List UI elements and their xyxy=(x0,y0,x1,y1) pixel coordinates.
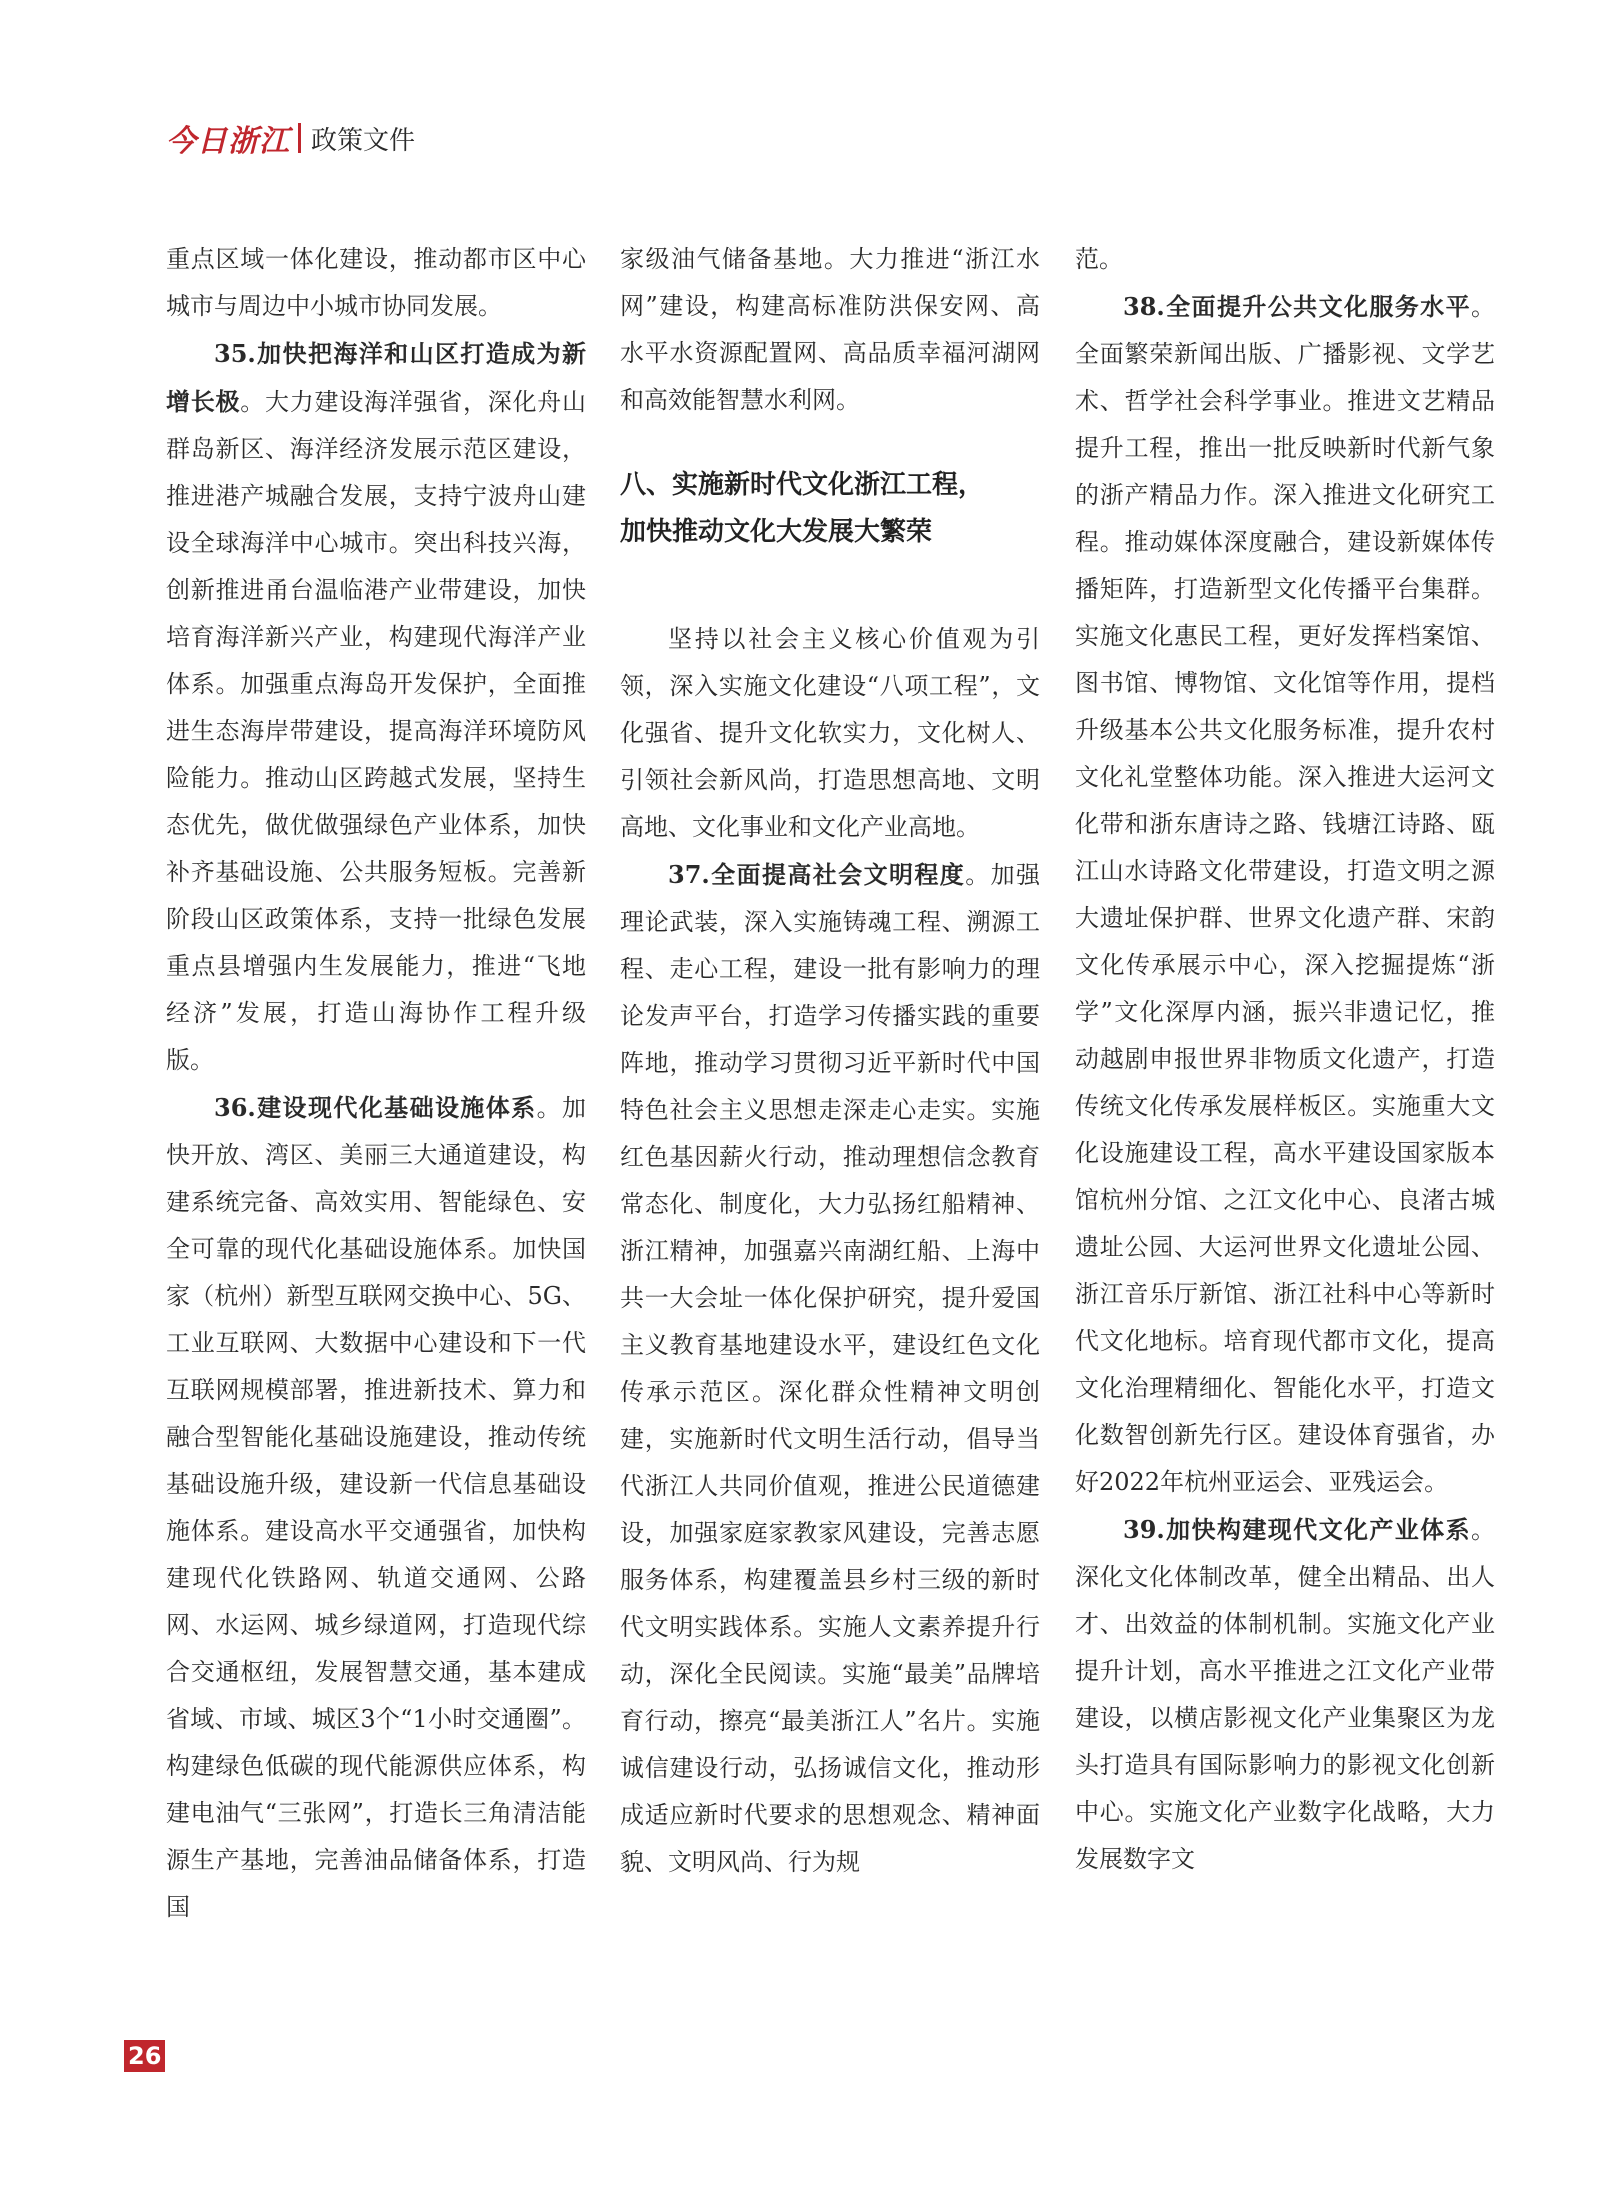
page-number: 26 xyxy=(124,2040,165,2072)
text-column-2 xyxy=(620,236,1040,1886)
item-body: 。加快开放、湾区、美丽三大通道建设，构建系统完备、高效实用、智能绿色、安全可靠的现代化基础设施体系。加快国家（杭州）新型互联网交换中心、5G、工业互联网、大数据中心建设和下一代互联网规模部署，推进新技术、算力和融合型智能化基础设施建设，推动传统基础设施升级，建设新一代信息基础设施体系。建设高水平交通强省，加快构建现代化铁路网、轨道交通网、公路网、水运网、城乡绿道网，打造现代综合交通枢纽，发展智慧交通，基本建成省域、市域、城区3个“1小时交通圈”。构建绿色低碳的现代能源供应体系，构建电油气“三张网”，打造长三角清洁能源生产基地，完善油品储备体系，打造国 xyxy=(166,1094,586,1921)
item-title: 35.加快把海洋和山区打造成为新增长极 xyxy=(166,339,586,416)
item-title: 37.全面提高社会文明程度 xyxy=(668,860,966,889)
paragraph xyxy=(166,1084,586,1931)
paragraph xyxy=(1075,283,1495,1506)
item-title: 38.全面提升公共文化服务水平 xyxy=(1123,292,1471,321)
magazine-logo: 今日浙江 xyxy=(166,124,290,159)
item-title: 39.加快构建现代文化产业体系 xyxy=(1123,1515,1471,1544)
section-heading xyxy=(620,462,1040,556)
section-heading-line: 八、实施新时代文化浙江工程， xyxy=(620,470,985,500)
paragraph: 坚持以社会主义核心价值观为引领，深入实施文化建设“八项工程”，文化强省、提升文化软实力，文化树人、引领社会新风尚，打造思想高地、文明高地、文化事业和文化产业高地。 xyxy=(620,625,1040,841)
page-header xyxy=(166,118,415,158)
paragraph: 重点区域一体化建设，推动都市区中心城市与周边中小城市协同发展。 xyxy=(166,245,586,320)
paragraph: 范。 xyxy=(1075,245,1123,273)
paragraph xyxy=(166,330,586,1084)
paragraph: 家级油气储备基地。大力推进“浙江水网”建设，构建高标准防洪保安网、高水平水资源配置网、高品质幸福河湖网和高效能智慧水利网。 xyxy=(620,245,1040,414)
paragraph xyxy=(620,851,1040,1886)
paragraph xyxy=(1075,1506,1495,1883)
item-body: 。加强理论武装，深入实施铸魂工程、溯源工程、走心工程，建设一批有影响力的理论发声平台，打造学习传播实践的重要阵地，推动学习贯彻习近平新时代中国特色社会主义思想走深走心走实。实施红色基因薪火行动，推动理想信念教育常态化、制度化，大力弘扬红船精神、浙江精神，加强嘉兴南湖红船、上海中共一大会址一体化保护研究，提升爱国主义教育基地建设水平，建设红色文化传承示范区。深化群众性精神文明创建，实施新时代文明生活行动，倡导当代浙江人共同价值观，推进公民道德建设，加强家庭家教家风建设，完善志愿服务体系，构建覆盖县乡村三级的新时代文明实践体系。实施人文素养提升行动，深化全民阅读。实施“最美”品牌培育行动，擦亮“最美浙江人”名片。实施诚信建设行动，弘扬诚信文化，推动形成适应新时代要求的思想观念、精神面貌、文明风尚、行为规 xyxy=(620,861,1040,1876)
item-body: 。大力建设海洋强省，深化舟山群岛新区、海洋经济发展示范区建设，推进港产城融合发展，支持宁波舟山建设全球海洋中心城市。突出科技兴海，创新推进甬台温临港产业带建设，加快培育海洋新兴产业，构建现代海洋产业体系。加强重点海岛开发保护，全面推进生态海岸带建设，提高海洋环境防风险能力。推动山区跨越式发展，坚持生态优先，做优做强绿色产业体系，加快补齐基础设施、公共服务短板。完善新阶段山区政策体系，支持一批绿色发展重点县增强内生发展能力，推进“飞地经济”发展，打造山海协作工程升级版。 xyxy=(166,388,586,1074)
item-body: 。全面繁荣新闻出版、广播影视、文学艺术、哲学社会科学事业。推进文艺精品提升工程，推出一批反映新时代新气象的浙产精品力作。深入推进文化研究工程。推动媒体深度融合，建设新媒体传播矩阵，打造新型文化传播平台集群。实施文化惠民工程，更好发挥档案馆、图书馆、博物馆、文化馆等作用，提档升级基本公共文化服务标准，提升农村文化礼堂整体功能。深入推进大运河文化带和浙东唐诗之路、钱塘江诗路、瓯江山水诗路文化带建设，打造文明之源大遗址保护群、世界文化遗产群、宋韵文化传承展示中心，深入挖掘提炼“浙学”文化深厚内涵，振兴非遗记忆，推动越剧申报世界非物质文化遗产，打造传统文化传承发展样板区。实施重大文化设施建设工程，高水平建设国家版本馆杭州分馆、之江文化中心、良渚古城遗址公园、大运河世界文化遗址公园、浙江音乐厅新馆、浙江社科中心等新时代文化地标。培育现代都市文化，提高文化治理精细化、智能化水平，打造文化数智创新先行区。建设体育强省，办好2022年杭州亚运会、亚残运会。 xyxy=(1075,293,1495,1496)
section-heading-line: 加快推动文化大发展大繁荣 xyxy=(620,517,933,547)
section-label: 政策文件 xyxy=(311,125,416,156)
item-body: 。深化文化体制改革，健全出精品、出人才、出效益的体制机制。实施文化产业提升计划，高水平推进之江文化产业带建设，以横店影视文化产业集聚区为龙头打造具有国际影响力的影视文化创新中心。实施文化产业数字化战略，大力发展数字文 xyxy=(1075,1516,1495,1873)
text-column-1 xyxy=(166,236,586,1931)
text-column-3 xyxy=(1075,236,1495,1883)
header-divider xyxy=(298,123,301,153)
item-title: 36.建设现代化基础设施体系 xyxy=(214,1093,537,1122)
